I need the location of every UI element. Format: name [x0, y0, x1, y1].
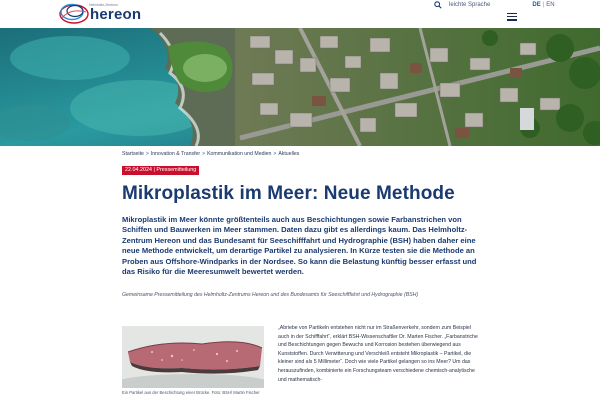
search-icon[interactable] — [434, 1, 442, 9]
article-body: „Abriebe von Partikeln entstehen nicht nur im Straßenverkehr, sondern zum Beispiel auch in der Schifffahrt“, erklärt BSH-Wissenschaftler Dr. Marten Fischer. „Farbanstriche und Beschichtungen gegen Bewuchs und Korrosion bestehen überwiegend aus Kunststoffen. Durch Verwitterung und Verschleiß entsteht Mikroplastik – Partikel, die kleiner sind als 5 Millimeter“. Doch wie viele Partikel gelangen so ins Meer? Um das herauszufinden, kombinierte ein Forschungsteam verschiedene chemisch-analytische und mathematisch- — [278, 325, 478, 383]
page-title: Mikroplastik im Meer: Neue Methode — [122, 183, 455, 204]
hero-aerial-image — [0, 28, 600, 146]
breadcrumb — [122, 151, 299, 157]
logo-tagline: Helmholtz-Zentrum — [89, 3, 118, 7]
language-switcher — [532, 2, 554, 8]
breadcrumb-separator-icon: > — [145, 151, 149, 157]
date-category-badge: 22.04.2024 | Pressemitteilung — [122, 166, 199, 175]
easy-language-link[interactable]: leichte Sprache — [449, 2, 491, 8]
breadcrumb-innovation[interactable]: Innovation & Transfer — [150, 151, 201, 157]
article-image[interactable] — [122, 326, 264, 388]
hereon-logo[interactable] — [56, 0, 142, 26]
lang-en-link[interactable]: EN — [546, 2, 555, 8]
press-release-note: Gemeinsame Pressemitteilung des Helmholtz-Zentrums Hereon und des Bundesamts für Seeschifffahrt und Hydrographie (BSH) — [122, 292, 419, 298]
image-caption: Ein Partikel aus der Beschichtung einer Brücke. Foto: BSH/ Martin Fischer — [122, 390, 260, 395]
breadcrumb-separator-icon: > — [202, 151, 206, 157]
breadcrumb-communication[interactable]: Kommunikation und Medien — [207, 151, 272, 157]
breadcrumb-separator-icon: > — [273, 151, 277, 157]
breadcrumb-news: Aktuelles — [278, 151, 300, 157]
logo-text: hereon — [90, 6, 142, 23]
site-header — [0, 0, 600, 28]
utility-nav — [434, 0, 555, 10]
breadcrumb-home[interactable]: Startseite — [122, 151, 144, 157]
logo-swirl-icon — [56, 0, 92, 26]
menu-icon[interactable] — [507, 13, 517, 21]
lang-de-link[interactable]: DE — [532, 2, 541, 8]
lang-separator: | — [542, 2, 545, 8]
article-lead: Mikroplastik im Meer könnte größtenteils auch aus Beschichtungen sowie Farbanstrichen von Schiffen und Bauwerken im Meer stammen. Daten dazu gibt es allerdings kaum. Das Helmholtz-Zentrum Hereon und das Bundesamt für Seeschifffahrt und Hydrographie (BSH) haben daher eine neue Methode entwickelt, um derartige Partikel zu analysieren. In Kürze testen sie die Methode an Proben aus Offshore-Windparks in der Nordsee. So kann die Belastung künftig besser erfasst und das Risiko für die Meeresumwelt bewertet werden. — [122, 215, 477, 277]
